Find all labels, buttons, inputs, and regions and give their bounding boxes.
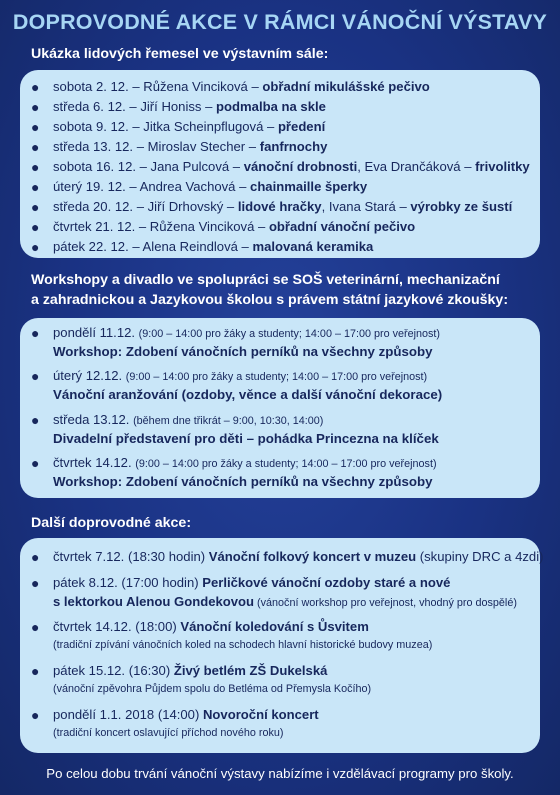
section-heading-other: Další doprovodné akce: <box>31 515 192 531</box>
item-time: (během dne třikrát – 9:00, 10:30, 14:00) <box>133 415 324 427</box>
item-date: pondělí 11.12. <box>53 325 136 340</box>
bullet-icon: ● <box>31 663 40 679</box>
item-event: Divadelní představení pro děti – pohádka Princezna na klíček <box>53 431 439 446</box>
bullet-icon: ● <box>31 412 40 428</box>
item-craft: fanfrnochy <box>259 139 328 154</box>
item-note: (vánoční zpěvohra Půjdem spolu do Betléma od Přemysla Kočího) <box>53 683 372 695</box>
item-date: středa 20. 12. – Jiří Drhovský – <box>53 199 238 214</box>
footer-note: Po celou dobu trvání vánoční výstavy nabízíme i vzdělávací programy pro školy. <box>46 766 514 781</box>
bullet-icon: ● <box>31 455 40 471</box>
item-event: Vánoční aranžování (ozdoby, věnce a další vánoční dekorace) <box>53 387 443 402</box>
section-heading-workshops-line1: Workshopy a divadlo ve spolupráci se SOŠ veterinární, mechanizační <box>31 272 500 288</box>
item-date: čtvrtek 7.12. (18:30 hodin) <box>53 549 209 564</box>
bullet-icon: ● <box>31 219 40 235</box>
section-heading-crafts: Ukázka lidových řemesel ve výstavním sále: <box>31 46 329 62</box>
item-time: (9:00 – 14:00 pro žáky a studenty; 14:00 – 17:00 pro veřejnost) <box>138 328 440 340</box>
bullet-icon: ● <box>31 79 40 95</box>
bullet-icon: ● <box>31 368 40 384</box>
bullet-icon: ● <box>31 199 40 215</box>
bullet-icon: ● <box>31 707 40 723</box>
item-date: sobota 9. 12. – Jitka Scheinpflugová – <box>53 119 278 134</box>
workshops-panel <box>20 318 540 498</box>
bullet-icon: ● <box>31 575 40 591</box>
item-date: čtvrtek 14.12. (18:00) <box>53 619 181 634</box>
bullet-icon: ● <box>31 139 40 155</box>
item-event: Novoroční koncert <box>202 707 319 722</box>
item-craft: podmalba na skle <box>216 99 326 114</box>
item-event: Workshop: Zdobení vánočních perníků na všechny způsoby <box>53 474 433 489</box>
bullet-icon: ● <box>31 179 40 195</box>
item-time: (9:00 – 14:00 pro žáky a studenty; 14:00 – 17:00 pro veřejnost) <box>125 371 428 383</box>
item-craft: chainmaille šperky <box>250 179 368 194</box>
item-note: (tradiční zpívání vánočních koled na schodech hlavní historické budovy muzea) <box>53 639 433 651</box>
item-date: sobota 16. 12. – Jana Pulcová – <box>53 159 244 174</box>
item-extra: , Ivana Stará – <box>321 199 411 214</box>
item-craft: lidové hračky <box>237 199 322 214</box>
item-note: (tradiční koncert oslavující příchod nového roku) <box>53 727 284 739</box>
item-date: úterý 19. 12. – Andrea Vachová – <box>53 179 251 194</box>
item-date: úterý 12.12. <box>53 368 123 383</box>
item-extra: , Eva Drančáková – <box>357 159 476 174</box>
bullet-icon: ● <box>31 99 40 115</box>
item-event: s lektorkou Alenou Gondekovou <box>53 594 255 609</box>
bullet-icon: ● <box>31 325 40 341</box>
item-craft: obřadní vánoční pečivo <box>268 219 416 234</box>
item-note: (skupiny DRC a 4zdi) <box>416 549 544 564</box>
item-craft: předení <box>277 119 326 134</box>
item-date: středa 13.12. <box>53 412 130 427</box>
item-date: čtvrtek 14.12. <box>53 455 132 470</box>
item-date: čtvrtek 21. 12. – Růžena Vinciková – <box>53 219 269 234</box>
item-craft: výrobky ze šustí <box>410 199 513 214</box>
bullet-icon: ● <box>31 159 40 175</box>
item-event: Živý betlém ZŠ Dukelská <box>173 663 328 678</box>
crafts-panel <box>20 70 540 258</box>
item-date: pondělí 1.1. 2018 (14:00) <box>53 707 203 722</box>
item-craft: malovaná keramika <box>252 239 374 254</box>
item-date: pátek 22. 12. – Alena Reindlová – <box>53 239 253 254</box>
item-date: pátek 15.12. (16:30) <box>53 663 174 678</box>
item-time: (9:00 – 14:00 pro žáky a studenty; 14:00 – 17:00 pro veřejnost) <box>135 458 437 470</box>
page-title: DOPROVODNÉ AKCE V RÁMCI VÁNOČNÍ VÝSTAVY <box>12 10 548 34</box>
item-date: středa 13. 12. – Miroslav Stecher – <box>53 139 260 154</box>
item-craft: frivolitky <box>475 159 530 174</box>
item-craft: obřadní mikulášské pečivo <box>262 79 430 94</box>
item-event: Workshop: Zdobení vánočních perníků na všechny způsoby <box>53 344 433 359</box>
item-event: Perličkové vánoční ozdoby staré a nové <box>202 575 451 590</box>
bullet-icon: ● <box>31 119 40 135</box>
item-date: pátek 8.12. (17:00 hodin) <box>53 575 203 590</box>
item-craft: vánoční drobnosti <box>243 159 358 174</box>
other-events-panel <box>20 538 544 753</box>
bullet-icon: ● <box>31 619 40 635</box>
item-event: Vánoční koledování s Ůsvitem <box>180 619 369 634</box>
section-heading-workshops-line2: a zahradnickou a Jazykovou školou s právem státní jazykové zkoušky: <box>31 292 509 308</box>
item-date: středa 6. 12. – Jiří Honiss – <box>53 99 217 114</box>
bullet-icon: ● <box>31 239 40 255</box>
item-note: (vánoční workshop pro veřejnost, vhodný pro dospělé) <box>254 597 517 609</box>
item-date: sobota 2. 12. – Růžena Vinciková – <box>53 79 263 94</box>
item-event: Vánoční folkový koncert v muzeu <box>208 549 417 564</box>
bullet-icon: ● <box>31 549 40 565</box>
